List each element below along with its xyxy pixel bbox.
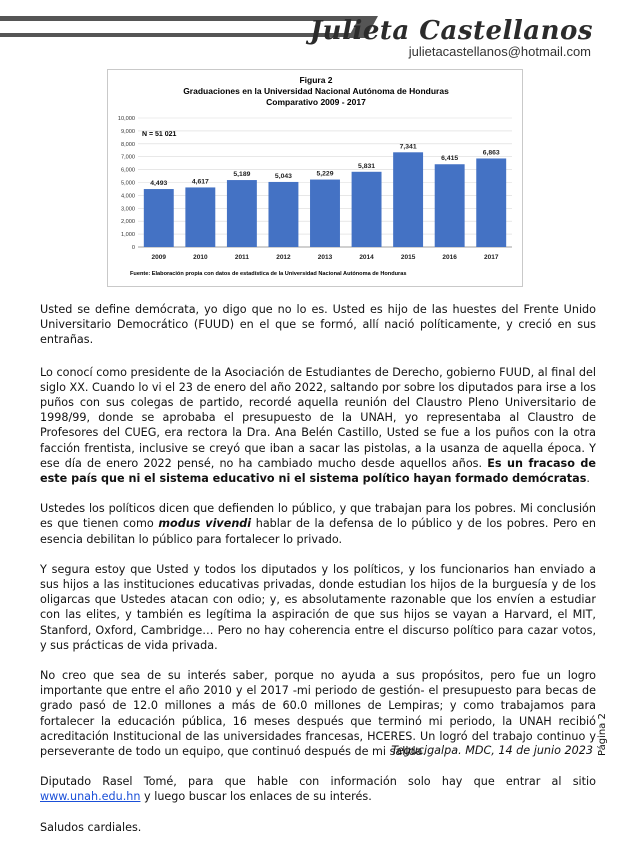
paragraph-4: Y segura estoy que Usted y todos los diputados y los políticos, y los funcionarios han enviado a sus hijos a las instituciones educativas privadas, donde estudian los hijos de la burguesía y de los oligarcas que Ustedes atacan con odio; y, es absolutamente razonable que los envíen a estudiar con las elites, y también es legítima la aspiración de que sus hijos se vayan a Harvard, el MIT, Stanford, Oxford, Cambridge… Pero no hay coherencia entre el discurso político para cazar votos, y sus prácticas de vida privada. — [40, 562, 596, 652]
y-tick-label: 4,000 — [121, 193, 135, 200]
x-tick-label-2015: 2015 — [400, 254, 416, 261]
y-tick-label: 2,000 — [121, 219, 135, 226]
y-tick-label: 6,000 — [121, 167, 135, 174]
y-tick-label: 10,000 — [117, 116, 135, 122]
bar-2010 — [185, 187, 215, 247]
letter-body — [40, 302, 596, 850]
bar-2014 — [352, 172, 382, 247]
paragraph-2-text: Lo conocí como presidente de la Asociación de Estudiantes de Derecho, gobierno FUUD, al final del siglo XX. Cuando lo vi el 23 de enero del año 2022, saltando por sobre los diputados para irse a los puños con sus colegas de partido, recordé aquella reunión del Claustro Pleno Universitario de 1998/99, donde se aprobaba el presupuesto de la UNAH, yo representaba al Claustro de Profesores del CUEG, era rectora la Dra. Ana Belén Castillo, Usted se fue a los puños con la otra facción frentista, inclusive se creyó que iban a sacar las pistolas, a la usanza de aquella época. Y ese día de enero 2022 pensé, no ha cambiado mucho desde aquellos años. — [40, 365, 596, 470]
paragraph-1: Usted se define demócrata, yo digo que no lo es. Usted es hijo de las huestes del Frente Unido Universitario Democrático (FUUD) en el que se formó, allí nació políticamente, y creció en sus entrañas. — [40, 303, 596, 347]
data-label-2014: 5,831 — [358, 162, 376, 170]
paragraph-3-text-a: Ustedes los políticos dicen que defienden lo público, y que trabajan para los pobres. Mi conclusión es que tienen como — [40, 502, 596, 531]
closing-salutation: Saludos cardiales. — [40, 820, 142, 834]
x-tick-label-2017: 2017 — [483, 254, 499, 261]
chart-title-line3: Comparativo 2009 - 2017 — [266, 97, 366, 107]
bar-chart — [108, 70, 524, 288]
chart-bars — [144, 152, 506, 247]
y-tick-label: 3,000 — [121, 206, 135, 213]
chart-annotation: N = 51 021 — [142, 131, 177, 138]
x-tick-label-2014: 2014 — [359, 254, 374, 261]
paragraph-6-text-a: Diputado Rasel Tomé, para que hable con información solo hay que entrar al sitio — [40, 775, 596, 789]
paragraph-2-bold: Es un fracaso de este país que ni el sistema educativo ni el sistema político hayan formado demócratas — [40, 456, 596, 486]
data-label-2010: 4,617 — [191, 178, 209, 186]
paragraph-3 — [40, 501, 596, 547]
figure-2-chart — [107, 69, 523, 287]
paragraph-6 — [40, 774, 596, 804]
bar-2015 — [393, 152, 423, 247]
bar-2009 — [144, 189, 174, 247]
chart-x-axis — [152, 254, 499, 261]
paragraph-2 — [40, 365, 596, 487]
x-tick-label-2009: 2009 — [151, 254, 167, 261]
data-label-2017: 6,863 — [482, 149, 500, 157]
y-tick-label: 9,000 — [121, 128, 135, 135]
paragraph-3-text-b: hablar de la defensa de lo público y de los pobres. Pero en esencia debilitan lo público para fortalecer lo privado. — [40, 517, 596, 546]
data-label-2016: 6,415 — [441, 155, 459, 163]
data-label-2012: 5,043 — [274, 172, 292, 180]
paragraph-3-emphasis: modus vivendi — [158, 517, 252, 531]
y-tick-label: 0 — [131, 245, 135, 251]
bar-2017 — [476, 158, 506, 247]
dateline: Tegucigalpa. MDC, 14 de junio 2023 — [391, 744, 593, 757]
data-label-2015: 7,341 — [399, 143, 417, 151]
bar-2013 — [310, 180, 340, 247]
bar-2011 — [227, 180, 257, 247]
paragraph-6-text-b: y luego buscar los enlaces de su interés. — [140, 790, 372, 804]
unah-website-link[interactable]: www.unah.edu.hn — [40, 790, 141, 804]
data-label-2013: 5,229 — [316, 170, 334, 178]
author-name: Julieta Castellanos — [309, 16, 593, 46]
paragraph-2-end: . — [586, 472, 590, 486]
bar-2016 — [435, 164, 465, 247]
y-tick-label: 7,000 — [121, 154, 135, 161]
x-tick-label-2016: 2016 — [442, 254, 457, 261]
author-email: julietacastellanos@hotmail.com — [408, 44, 591, 59]
chart-title-line2: Graduaciones en la Universidad Nacional Autónoma de Honduras — [183, 86, 449, 96]
data-label-2011: 5,189 — [233, 171, 251, 179]
x-tick-label-2010: 2010 — [193, 254, 208, 261]
y-tick-label: 5,000 — [121, 180, 135, 187]
x-tick-label-2012: 2012 — [276, 254, 291, 261]
y-tick-label: 1,000 — [121, 232, 135, 239]
data-label-2009: 4,493 — [150, 180, 168, 188]
chart-title-line1: Figura 2 — [299, 75, 333, 85]
letterhead — [0, 6, 633, 59]
y-tick-label: 8,000 — [121, 141, 135, 148]
bar-2012 — [268, 182, 298, 247]
x-tick-label-2013: 2013 — [317, 254, 333, 261]
chart-source: Fuente: Elaboración propia con datos de estadística de la Universidad Nacional Autónoma de Honduras — [130, 271, 407, 277]
page-number: Página 2 — [597, 713, 608, 756]
x-tick-label-2011: 2011 — [234, 254, 249, 261]
paragraph-5: No creo que sea de su interés saber, porque no ayuda a sus propósitos, pero fue un logro importante que entre el año 2010 y el 2017 -mi periodo de gestión- el presupuesto para becas de grado pasó de 12.0 millones a más de 60.0 millones de Lempiras; y como trabajamos para fortalecer la educación pública, 16 meses después que terminó mi periodo, la UNAH recibió acreditación Institucional de las universidades francesas, HCERES. Un logró del trabajo continuo y perseverante de todo un equipo, que continuó después de mi salida. — [40, 669, 596, 759]
